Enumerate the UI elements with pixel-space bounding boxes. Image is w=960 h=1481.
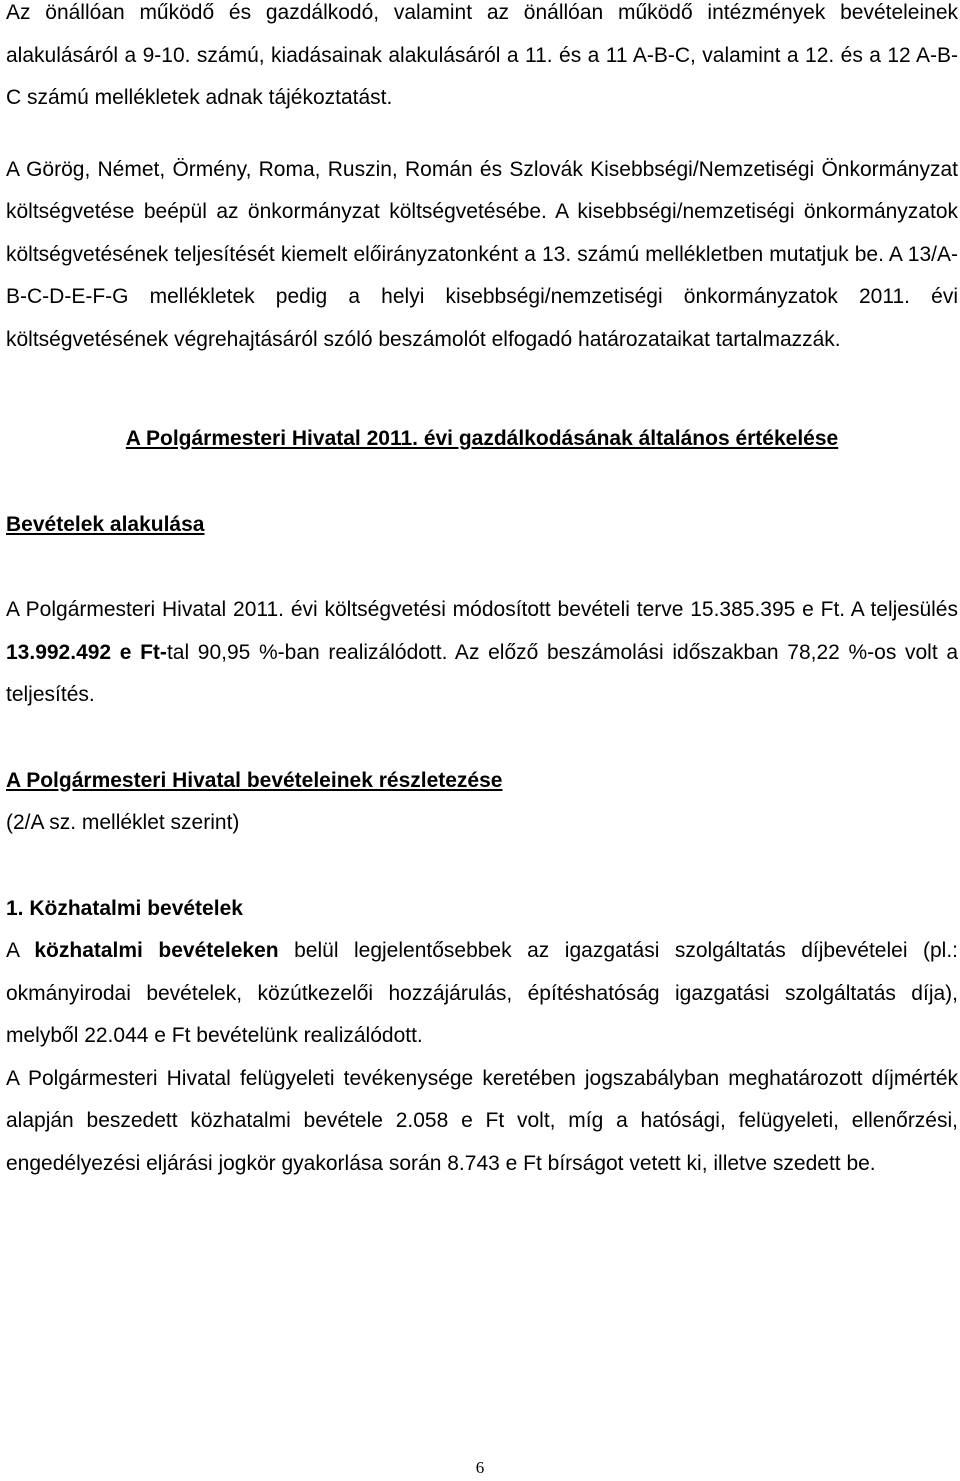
supervision-paragraph: A Polgármesteri Hivatal felügyeleti tevékenysége keretében jogszabályban meghatározott díjmérték alapján beszedett közhatalmi bevétele 2.058 e Ft volt, míg a hatósági, felügyeleti, ellenőrzési, engedélyezési eljárási jogkör gyakorlása során 8.743 e Ft bírságot vetett ki, illetve szedett be. xyxy=(6,1066,958,1175)
document-page xyxy=(6,0,958,1185)
revenue-heading: Bevételek alakulása xyxy=(6,512,205,536)
main-heading: A Polgármesteri Hivatal 2011. évi gazdálkodásának általános értékelése xyxy=(125,427,839,450)
revenue-paragraph: A Polgármesteri Hivatal 2011. évi költségvetési módosított bevételi terve 15.385.395 e Ft. A teljesülés 13.992.492 e Ft-tal 90,95 %-ban realizálódott. Az előző beszámolási időszakban 78,22 %-os volt a teljesítés. xyxy=(6,598,959,706)
section1-heading: 1. Közhatalmi bevételek xyxy=(6,896,243,920)
intro-paragraph: Az önállóan működő és gazdálkodó, valamint az önállóan működő intézmények bevételeinek alakulásáról a 9-10. számú, kiadásainak alakulásáról a 11. és a 11 A-B-C, valamint a 12. és a 12 A-B-C számú mellékletek adnak tájékoztatást. xyxy=(6,1,958,109)
page-number: 6 xyxy=(475,1458,485,1477)
detail-heading: A Polgármesteri Hivatal bevételeinek részletezése xyxy=(6,768,503,792)
public-revenue-paragraph: A közhatalmi bevételeken belül legjelentősebbek az igazgatási szolgáltatás díjbevételei (pl.: okmányirodai bevételek, közútkezelői hozzájárulás, építéshatóság igazgatási szolgáltatás díja), melyből 22.044 e Ft bevételünk realizálódott. xyxy=(6,939,958,1047)
detail-subheading: (2/A sz. melléklet szerint) xyxy=(6,811,240,834)
minority-paragraph: A Görög, Német, Örmény, Roma, Ruszin, Román és Szlovák Kisebbségi/Nemzetiségi Önkormányzat költségvetése beépül az önkormányzat költségvetésébe. A kisebbségi/nemzetiségi önkormányzatok költségvetésének teljesítését kiemelt előirányzatonként a 13. számú mellékletben mutatjuk be. A 13/A-B-C-D-E-F-G mellékletek pedig a helyi kisebbségi/nemzetiségi önkormányzatok 2011. évi költségvetésének végrehajtásáról szóló beszámolót elfogadó határozataikat tartalmazzák. xyxy=(6,157,958,351)
